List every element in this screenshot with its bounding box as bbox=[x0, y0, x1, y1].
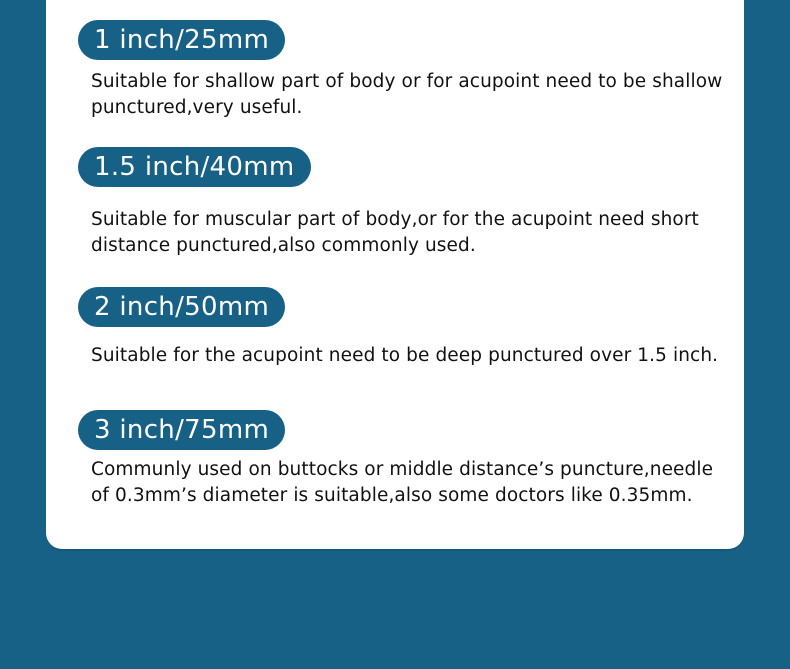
size-description: Suitable for shallow part of body or for acupoint need to be shallow punctured,very useful. bbox=[91, 71, 723, 118]
size-description: Suitable for muscular part of body,or for the acupoint need short distance punctured,also commonly used. bbox=[91, 209, 699, 256]
size-label-pill: 2 inch/50mm bbox=[78, 287, 285, 327]
size-section-25mm bbox=[78, 20, 728, 121]
size-section-75mm bbox=[78, 410, 728, 509]
needle-size-card bbox=[46, 0, 744, 549]
size-label-pill: 1.5 inch/40mm bbox=[78, 147, 311, 187]
size-section-50mm bbox=[78, 287, 728, 369]
size-label-pill: 3 inch/75mm bbox=[78, 410, 285, 450]
size-section-40mm bbox=[78, 147, 728, 259]
size-description: Communly used on buttocks or middle distance’s puncture,needle of 0.3mm’s diameter is suitable,also some doctors like 0.35mm. bbox=[91, 459, 714, 506]
size-label-pill: 1 inch/25mm bbox=[78, 20, 285, 60]
size-description: Suitable for the acupoint need to be deep punctured over 1.5 inch. bbox=[91, 345, 719, 366]
